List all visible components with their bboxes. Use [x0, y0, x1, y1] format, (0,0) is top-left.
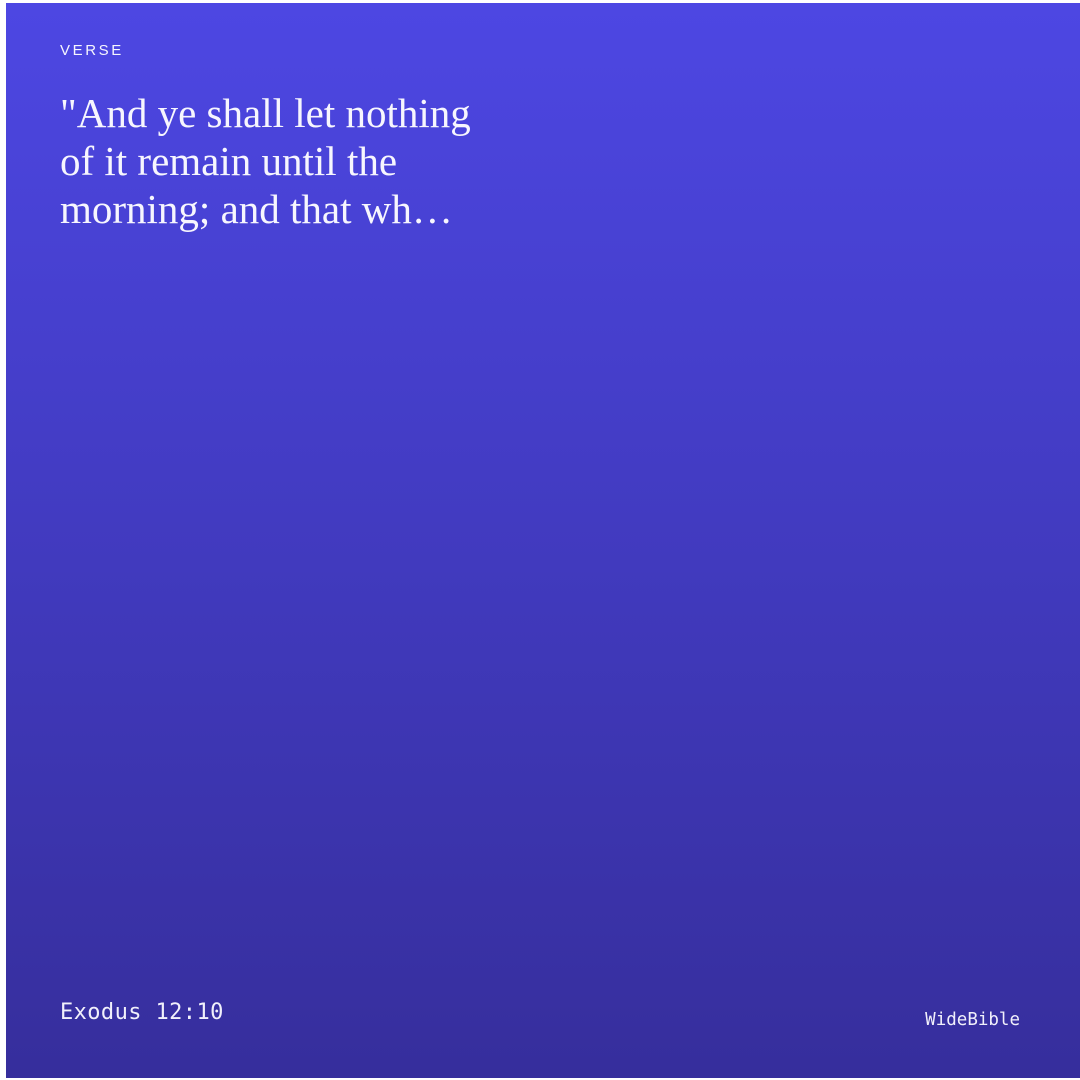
verse-card	[6, 3, 1080, 1078]
verse-line-3: morning; and that wh…	[60, 186, 453, 232]
verse-text	[60, 89, 960, 233]
verse-line-1: "And ye shall let nothing	[60, 90, 471, 136]
verse-kicker-label: VERSE	[60, 42, 124, 59]
brand-watermark: WideBible	[925, 1010, 1020, 1030]
verse-line-2: of it remain until the	[60, 138, 398, 184]
verse-reference: Exodus 12:10	[60, 1000, 224, 1025]
